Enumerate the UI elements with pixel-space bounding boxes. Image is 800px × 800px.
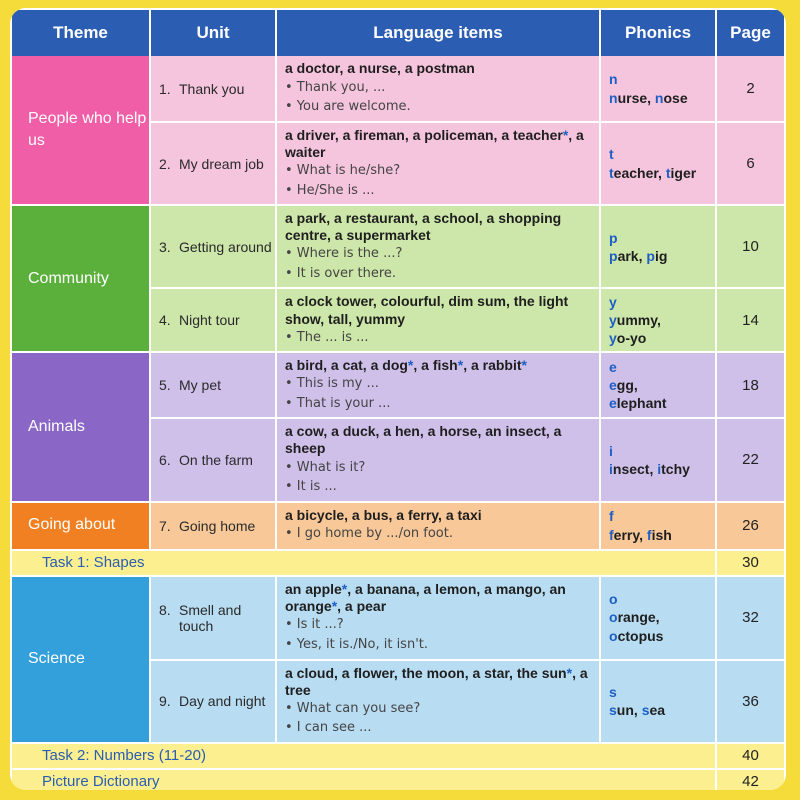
language-cell-4 <box>276 288 600 352</box>
phonics-cell-9: s sun, sea <box>600 660 716 743</box>
page-number-3: 10 <box>716 205 784 288</box>
language-cell-2 <box>276 122 600 205</box>
sentence: • You are welcome. <box>285 99 411 115</box>
header-unit: Unit <box>150 10 276 56</box>
contents-table-frame <box>10 8 786 790</box>
vocabulary: a driver, a fireman, a policeman, a teacher*, a waiter <box>285 127 584 161</box>
sentence: • What is it? <box>285 459 366 475</box>
unit-name: On the farm <box>179 451 253 468</box>
unit-name: My pet <box>179 377 222 394</box>
page-number-9: 36 <box>716 660 784 743</box>
phonics-letter: i <box>609 442 613 459</box>
unit-row-3 <box>12 205 784 288</box>
task-label: Task 1: Shapes <box>12 550 716 576</box>
unit-row-7 <box>12 502 784 550</box>
unit-name: Getting around <box>179 238 272 255</box>
task-label: Picture Dictionary <box>12 769 716 790</box>
unit-cell-1: 1. Thank you <box>150 56 276 122</box>
language-cell-9 <box>276 660 600 743</box>
unit-row-8 <box>12 576 784 660</box>
language-cell-8 <box>276 576 600 660</box>
sentence: • Yes, it is./No, it isn't. <box>285 636 428 652</box>
theme-going-about: Going about <box>12 502 150 550</box>
theme-people-who-help-us: People who help us <box>12 56 150 205</box>
picture-dictionary-row <box>12 769 784 790</box>
unit-row-1 <box>12 56 784 122</box>
unit-row-5 <box>12 352 784 418</box>
language-cell-6 <box>276 418 600 501</box>
language-cell-5 <box>276 352 600 418</box>
theme-science: Science <box>12 576 150 743</box>
phonics-cell-2: t teacher, tiger <box>600 122 716 205</box>
unit-cell-5: 5. My pet <box>150 352 276 418</box>
phonics-cell-4: y yummy, yo-yo <box>600 288 716 352</box>
sentence: • The ... is ... <box>285 329 369 345</box>
phonics-letter: o <box>609 591 618 608</box>
sentence: • That is your ... <box>285 395 391 411</box>
language-cell-7 <box>276 502 600 550</box>
phonics-letter: s <box>609 683 617 700</box>
sentence: • I go home by .../on foot. <box>285 526 453 542</box>
phonics-cell-1: n nurse, nose <box>600 56 716 122</box>
phonics-cell-5: e egg, elephant <box>600 352 716 418</box>
unit-name: Day and night <box>179 693 266 710</box>
sentence: • Where is the ...? <box>285 246 403 262</box>
task-page: 40 <box>716 743 784 769</box>
phonics-cell-6: i insect, itchy <box>600 418 716 501</box>
sentence: • This is my ... <box>285 376 379 392</box>
page-number-7: 26 <box>716 502 784 550</box>
page-number-2: 6 <box>716 122 784 205</box>
unit-name: Night tour <box>179 312 240 329</box>
theme-animals: Animals <box>12 352 150 501</box>
vocabulary: a cloud, a flower, the moon, a star, the sun*, a tree <box>285 664 588 698</box>
sentence: • Thank you, ... <box>285 79 386 95</box>
unit-cell-4: 4. Night tour <box>150 288 276 352</box>
unit-cell-6: 6. On the farm <box>150 418 276 501</box>
language-cell-1 <box>276 56 600 122</box>
header-row <box>12 10 784 56</box>
phonics-letter: t <box>609 146 614 163</box>
unit-name: Thank you <box>179 80 245 97</box>
phonics-letter: f <box>609 508 614 525</box>
unit-name: My dream job <box>179 155 264 172</box>
page-number-8: 32 <box>716 576 784 660</box>
task-label: Task 2: Numbers (11-20) <box>12 743 716 769</box>
sentence: • What can you see? <box>285 700 421 716</box>
unit-cell-9: 9. Day and night <box>150 660 276 743</box>
header-phonics: Phonics <box>600 10 716 56</box>
sentence: • He/She is ... <box>285 182 375 198</box>
vocabulary: a bird, a cat, a dog*, a fish*, a rabbit* <box>285 357 527 374</box>
task-page: 42 <box>716 769 784 790</box>
phonics-letter: n <box>609 71 618 88</box>
phonics-letter: p <box>609 229 618 246</box>
language-cell-3 <box>276 205 600 288</box>
phonics-cell-3: p park, pig <box>600 205 716 288</box>
phonics-letter: e <box>609 359 617 376</box>
unit-name: Smell and touch <box>179 601 242 634</box>
header-theme: Theme <box>12 10 150 56</box>
vocabulary: a cow, a duck, a hen, a horse, an insect, a sheep <box>285 423 562 457</box>
vocabulary: an apple*, a banana, a lemon, a mango, an orange*, a pear <box>285 580 566 615</box>
phonics-letter: y <box>609 294 617 311</box>
unit-cell-7: 7. Going home <box>150 502 276 550</box>
task-row-1 <box>12 550 784 576</box>
unit-cell-2: 2. My dream job <box>150 122 276 205</box>
task-row-2 <box>12 743 784 769</box>
vocabulary: a bicycle, a bus, a ferry, a taxi <box>285 507 482 524</box>
star-mark: * <box>562 127 569 143</box>
unit-name: Going home <box>179 517 256 534</box>
page-number-4: 14 <box>716 288 784 352</box>
page-number-1: 2 <box>716 56 784 122</box>
sentence: • Is it ...? <box>285 617 344 633</box>
phonics-cell-8: o orange, octopus <box>600 576 716 660</box>
sentence: • It is over there. <box>285 265 397 281</box>
phonics-cell-7: f ferry, fish <box>600 502 716 550</box>
vocabulary: a clock tower, colourful, dim sum, the light show, tall, yummy <box>285 293 569 327</box>
unit-cell-3: 3. Getting around <box>150 205 276 288</box>
header-language-items: Language items <box>276 10 600 56</box>
vocabulary: a doctor, a nurse, a postman <box>285 60 475 77</box>
page-number-6: 22 <box>716 418 784 501</box>
sentence: • What is he/she? <box>285 163 401 179</box>
unit-cell-8: 8. Smell and touch <box>150 576 276 660</box>
page-number-5: 18 <box>716 352 784 418</box>
contents-table <box>12 10 784 790</box>
theme-community: Community <box>12 205 150 352</box>
header-page: Page <box>716 10 784 56</box>
task-page: 30 <box>716 550 784 576</box>
sentence: • I can see ... <box>285 720 372 736</box>
sentence: • It is ... <box>285 479 337 495</box>
vocabulary: a park, a restaurant, a school, a shopping centre, a supermarket <box>285 210 562 244</box>
